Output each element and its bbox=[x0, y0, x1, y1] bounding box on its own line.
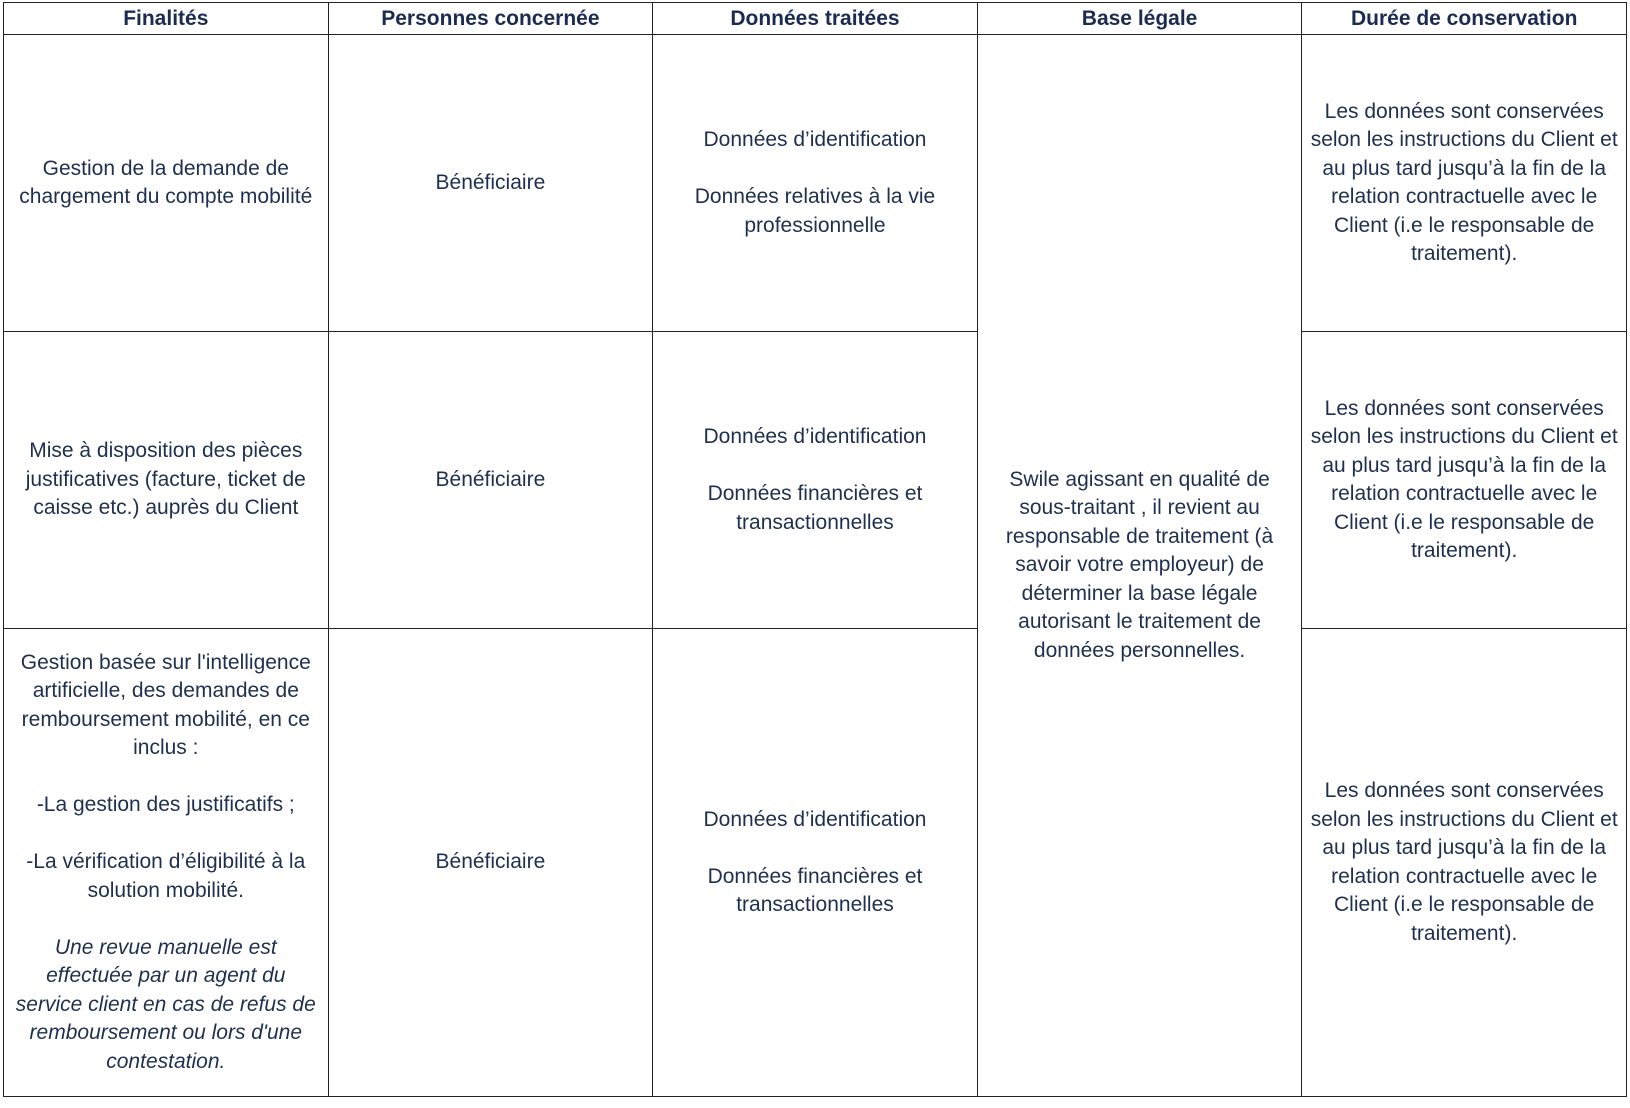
donnee-item: Données d’identification bbox=[703, 807, 927, 831]
spacer bbox=[10, 820, 322, 849]
header-personnes: Personnes concernée bbox=[328, 3, 653, 35]
spacer bbox=[10, 763, 322, 792]
spacer bbox=[659, 452, 971, 481]
header-donnees: Données traitées bbox=[653, 3, 978, 35]
header-base-legale: Base légale bbox=[977, 3, 1302, 35]
finalite-item: -La gestion des justificatifs ; bbox=[36, 793, 295, 817]
finalite-cell: Gestion de la demande de chargement du compte mobilité bbox=[4, 35, 329, 332]
spacer bbox=[659, 834, 971, 863]
table-row bbox=[4, 35, 1627, 332]
spacer bbox=[659, 155, 971, 184]
duree-cell: Les données sont conservées selon les instructions du Client et au plus tard jusqu’à la fin de la relation contractuelle avec le Client (i.e le responsable de traitement). bbox=[1302, 332, 1627, 629]
spacer bbox=[10, 905, 322, 934]
header-finalites: Finalités bbox=[4, 3, 329, 35]
donnee-item: Données d’identification bbox=[703, 425, 927, 448]
donnees-cell bbox=[653, 332, 978, 629]
table-header-row bbox=[4, 3, 1627, 35]
donnee-item: Données financières et transactionnelles bbox=[707, 864, 923, 916]
finalite-text: Gestion basée sur l'intelligence artificielle, des demandes de remboursement mobilité, en ce inclus : bbox=[20, 650, 311, 760]
finalite-cell: Mise à disposition des pièces justificatives (facture, ticket de caisse etc.) auprès du Client bbox=[4, 332, 329, 629]
table-row bbox=[4, 332, 1627, 629]
donnee-item: Données relatives à la vie professionnelle bbox=[694, 185, 936, 237]
donnee-item: Données financières et transactionnelles bbox=[707, 482, 923, 534]
personne-cell: Bénéficiaire bbox=[328, 629, 653, 1097]
finalite-item: -La vérification d’éligibilité à la solution mobilité. bbox=[26, 850, 306, 902]
donnees-cell bbox=[653, 35, 978, 332]
donnees-cell bbox=[653, 629, 978, 1097]
personne-cell: Bénéficiaire bbox=[328, 35, 653, 332]
processing-table bbox=[3, 2, 1627, 1097]
donnee-item: Données d’identification bbox=[703, 128, 927, 151]
duree-cell: Les données sont conservées selon les instructions du Client et au plus tard jusqu’à la fin de la relation contractuelle avec le Client (i.e le responsable de traitement). bbox=[1302, 35, 1627, 332]
personne-cell: Bénéficiaire bbox=[328, 332, 653, 629]
duree-cell: Les données sont conservées selon les instructions du Client et au plus tard jusqu’à la fin de la relation contractuelle avec le Client (i.e le responsable de traitement). bbox=[1302, 629, 1627, 1097]
header-duree: Durée de conservation bbox=[1302, 3, 1627, 35]
finalite-cell bbox=[4, 629, 329, 1097]
table-row bbox=[4, 629, 1627, 1097]
finalite-note: Une revue manuelle est effectuée par un agent du service client en cas de refus de remboursement ou lors d'une contestation. bbox=[15, 935, 316, 1073]
base-legale-cell: Swile agissant en qualité de sous-traitant , il revient au responsable de traitement (à savoir votre employeur) de déterminer la base légale autorisant le traitement de données personnelles. bbox=[977, 35, 1302, 1097]
